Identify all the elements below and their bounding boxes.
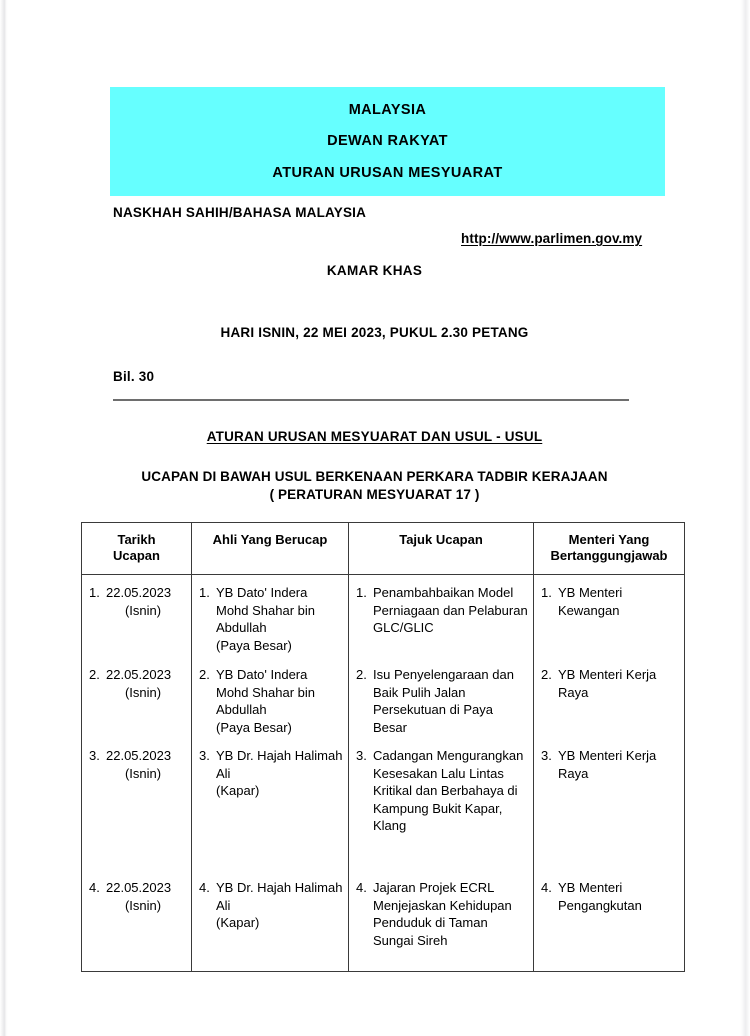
row-number: 3. — [541, 748, 552, 763]
speaker-constituency: (Paya Besar) — [216, 637, 292, 653]
column-header-date — [82, 523, 192, 575]
cell-speaker — [192, 657, 349, 738]
column-header-date-line1: Tarikh — [117, 532, 156, 547]
row-number: 2. — [356, 667, 367, 682]
cell-speaker — [192, 738, 349, 870]
cell-topic — [349, 657, 534, 738]
masthead-country: MALAYSIA — [348, 101, 427, 118]
speech-day: (Isnin) — [124, 602, 162, 618]
speaker-constituency: (Paya Besar) — [216, 719, 292, 735]
speech-day: (Isnin) — [124, 897, 162, 913]
speech-topic: Cadangan Mengurangkan Kesesakan Lalu Lintas Kritikal dan Berbahaya di Kampung Bukit Kapar, Klang — [373, 748, 524, 833]
speaker-name: YB Dr. Hajah Halimah Ali — [216, 880, 343, 913]
cell-topic — [349, 870, 534, 972]
table-row — [82, 657, 685, 738]
viewer-right-edge — [740, 0, 750, 1036]
row-number: 1. — [541, 585, 552, 600]
column-header-topic-line1: Tajuk Ucapan — [399, 532, 483, 547]
cell-date — [82, 657, 192, 738]
speaker-constituency: (Kapar) — [216, 783, 260, 798]
table-row — [82, 738, 685, 870]
agenda-table-body — [82, 575, 685, 972]
speech-date: 22.05.2023 — [106, 585, 172, 600]
agenda-table-header — [82, 523, 685, 575]
row-number: 2. — [541, 667, 552, 682]
parliament-website-link[interactable]: http://www.parlimen.gov.my — [461, 231, 643, 246]
row-number: 2. — [89, 667, 100, 682]
cell-minister — [534, 657, 685, 738]
table-header-row — [82, 523, 685, 575]
speech-topic: Jajaran Projek ECRL Menjejaskan Kehidupan Penduduk di Taman Sungai Sireh — [373, 880, 512, 948]
row-number: 4. — [541, 880, 552, 895]
table-row — [82, 575, 685, 658]
bulletin-number: Bil. 30 — [113, 369, 155, 384]
masthead-subtitle: ATURAN URUSAN MESYUARAT — [272, 164, 503, 181]
speaker-name: YB Dato' Indera Mohd Shahar bin Abdullah — [216, 585, 316, 635]
column-header-minister-line2: Bertanggungjawab — [550, 548, 668, 563]
column-header-speaker-line1: Ahli Yang Berucap — [212, 532, 328, 547]
motion-section-title — [9, 468, 740, 504]
row-number: 1. — [356, 585, 367, 600]
speech-topic: Penambahbaikan Model Perniagaan dan Pelaburan GLC/GLIC — [373, 585, 528, 635]
agenda-table — [81, 522, 685, 972]
column-header-minister — [534, 523, 685, 575]
cell-speaker — [192, 575, 349, 658]
responsible-minister: YB Menteri Kewangan — [558, 585, 623, 618]
row-number: 4. — [356, 880, 367, 895]
speaker-name: YB Dato' Indera Mohd Shahar bin Abdullah — [216, 667, 316, 717]
cell-minister — [534, 870, 685, 972]
chamber-name: KAMAR KHAS — [326, 263, 423, 278]
motion-section-title-line1: UCAPAN DI BAWAH USUL BERKENAAN PERKARA TADBIR KERAJAAN — [141, 469, 608, 484]
speech-date: 22.05.2023 — [106, 880, 172, 895]
responsible-minister: YB Menteri Pengangkutan — [558, 880, 642, 913]
naskhah-label: NASKHAH SAHIH/BAHASA MALAYSIA — [113, 205, 367, 220]
sitting-datetime: HARI ISNIN, 22 MEI 2023, PUKUL 2.30 PETANG — [220, 325, 529, 340]
masthead-chamber: DEWAN RAKYAT — [327, 133, 448, 150]
viewer-left-edge — [0, 0, 8, 1036]
responsible-minister: YB Menteri Kerja Raya — [558, 748, 657, 781]
row-number: 3. — [199, 748, 210, 763]
speech-day: (Isnin) — [124, 684, 162, 700]
speech-day: (Isnin) — [124, 765, 162, 781]
speech-date: 22.05.2023 — [106, 667, 172, 682]
column-header-date-line2: Ucapan — [113, 548, 160, 563]
row-number: 1. — [89, 585, 100, 600]
order-paper-title: ATURAN URUSAN MESYUARAT DAN USUL - USUL — [206, 429, 543, 444]
cell-topic — [349, 738, 534, 870]
cell-speaker — [192, 870, 349, 972]
masthead-banner — [110, 87, 665, 196]
row-number: 2. — [199, 667, 210, 682]
row-number: 4. — [199, 880, 210, 895]
row-number: 1. — [199, 585, 210, 600]
responsible-minister: YB Menteri Kerja Raya — [558, 667, 657, 700]
horizontal-divider — [113, 399, 629, 401]
table-row — [82, 870, 685, 972]
column-header-topic — [349, 523, 534, 575]
speech-date: 22.05.2023 — [106, 748, 172, 763]
speech-topic: Isu Penyelengaraan dan Baik Pulih Jalan Persekutuan di Paya Besar — [373, 667, 514, 735]
cell-date — [82, 738, 192, 870]
cell-topic — [349, 575, 534, 658]
row-number: 4. — [89, 880, 100, 895]
cell-date — [82, 575, 192, 658]
row-number: 3. — [356, 748, 367, 763]
cell-minister — [534, 738, 685, 870]
speaker-constituency: (Kapar) — [216, 915, 260, 930]
cell-minister — [534, 575, 685, 658]
row-number: 3. — [89, 748, 100, 763]
document-page — [9, 0, 740, 1036]
column-header-speaker — [192, 523, 349, 575]
cell-date — [82, 870, 192, 972]
column-header-minister-line1: Menteri Yang — [568, 532, 650, 547]
speaker-name: YB Dr. Hajah Halimah Ali — [216, 748, 343, 781]
motion-section-title-line2: ( PERATURAN MESYUARAT 17 ) — [269, 487, 480, 502]
